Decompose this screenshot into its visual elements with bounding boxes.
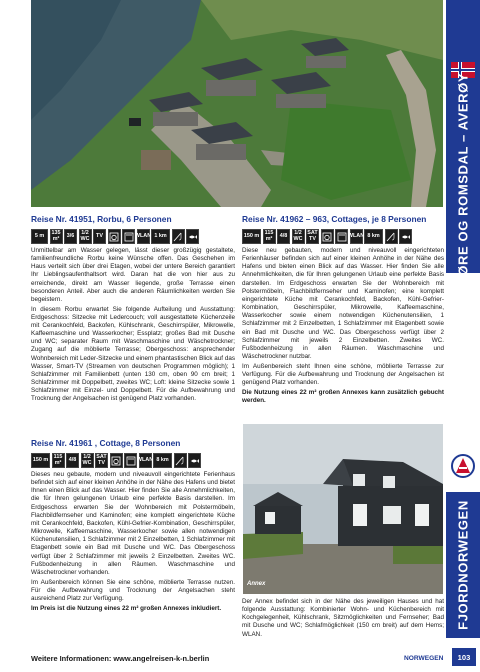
distance-water-icon: 150 m [242,229,261,244]
annex-note: Die Nutzung eines 22 m² großen Annexes kann zusätzlich gebucht werden. [242,388,444,404]
region-sidebar [446,0,480,672]
aerial-photo-rorbu [31,0,443,207]
listing-title: Reise Nr. 41962 – 963, Cottages, je 8 Personen [242,214,427,224]
region-band-bottom [446,492,480,638]
paragraph: Unmittelbar am Wasser gelegen, lässt dieser großzügig gestaltete, familienfreundliche Rorbu keine Wünsche offen. Das Geschehen im Haus verteilt sich über drei Etagen, wobei der untere Bereich garantiert Ihr Lieblingsaufenthaltsort wird. Daran hat die von hier aus zu erreichende, direkt am Wasser liegende, große Terrasse einen besonderen Anteil. Aber auch die anderen Räumlichkeiten werden Sie begeistern. [31,247,235,303]
amenity-icons [242,229,412,244]
washer-icon [321,229,334,244]
bathrooms-icon: 1/2 WC [79,229,92,244]
washer-icon [110,453,123,468]
fish-cleaning-icon [186,229,199,244]
listing-description [31,247,235,405]
wifi-icon: WLAN [350,229,363,244]
bedrooms-icon: 3/6 [64,229,77,244]
area-icon: 135 m² [50,229,63,244]
fish-cleaning-icon [188,453,201,468]
dishwasher-icon [122,229,135,244]
region-title-bottom: FJORDNORWEGEN [455,500,471,630]
paragraph: Im Außenbereich können Sie eine schöne, möblierte Terrasse nutzen. Für die Aufbewahrung und Trocknung der Angelsachen steht ausreichend Platz zur Verfügung. [31,578,235,602]
paragraph: Im Außenbereich steht Ihnen eine schöne, möblierte Terrasse zur Verfügung. Für die Aufbewahrung und Trocknung der Angelsachen ist genügend Platz vorhanden. [242,362,444,386]
annex-note: Im Preis ist die Nutzung eines 22 m² großen Annexes inkludiert. [31,604,222,612]
region-title-top: MØRE OG ROMSDAL – AVERØY [455,72,471,288]
dishwasher-icon [335,229,348,244]
area-icon: 115 m² [52,453,65,468]
listing-title: Reise Nr. 41951, Rorbu, 6 Personen [31,214,172,224]
region-band-top [446,0,480,288]
amenity-icons [31,453,201,468]
page-number: 103 [452,648,476,666]
paragraph: Dieses neu gebaute, modern und niveauvoll eingerichtete Ferienhaus befindet sich auf einer kleinen Anhöhe in der Nähe des Hafens und bietet Ihnen einen Blick auf das Wasser. Hier finden Sie alle Annehmlichkeiten, die für Ihren gelungenen Urlaub eine perfekte Basis darstellen. Im Erdgeschoss erwarten Sie der Wohnbereich mit Polstermöbeln, Flachbildfernseher und Kaminofen; eine komplett eingerichtete Küche mit Cerankochfeld, Backofen, Kühl-Gefrier-Kombination, Geschirrspüler, Mikrowelle, Kaffeemaschine, Wasserkocher sowie allen notwendigen Küchenutensilien, 1 Schlafzimmer mit 2 Einzelbetten, 1 Schlafzimmer mit Etagenbett sowie ein Bad mit Dusche und WC. Das Obergeschoss verfügt über 2 Schlafzimmer mit jeweils 2 Einzelbetten. Zweites WC. Fußbodenheizung in allen Räumen. Waschmaschine und Wäschetrockner vorhanden. [31,471,235,576]
bedrooms-icon: 4/8 [277,229,290,244]
wifi-icon: WLAN [137,229,150,244]
area-icon: 115 m² [263,229,276,244]
bathrooms-icon: 1/2 WC [292,229,305,244]
shop-distance-icon: 1 km [151,229,170,244]
more-info-link[interactable]: Weitere Informationen: www.angelreisen-k-n.berlin [31,654,210,663]
fishing-icon [385,229,398,244]
tv-icon: TV [93,229,106,244]
distance-water-icon: 5 m [31,229,48,244]
listing-description [242,247,444,406]
fish-cleaning-icon [399,229,412,244]
fishing-icon [174,453,187,468]
brand-logo-icon [450,453,476,479]
dishwasher-icon [124,453,137,468]
bedrooms-icon: 4/8 [66,453,79,468]
sat-tv-icon: SAT TV [306,229,319,244]
amenity-icons [31,229,199,244]
cottage-photo [243,424,443,594]
sat-tv-icon: SAT TV [95,453,108,468]
paragraph: In diesem Rorbu erwartet Sie folgende Aufteilung und Ausstattung: Erdgeschoss: Sitzecke mit Ledercouch; voll ausgestattete Küchenzeile mit Cerankochfeld, Backofen, Kühlschrank, Geschirrspüler, Mikrowelle, Kaffeemaschine und Wasserkocher; Essplatz; großes Bad mit Dusche und WC; separater Raum mit Waschmaschine und Wäschetrockner; Zugang auf die möblierte Terrasse; Obergeschoss: ansprechender Wohnbereich mit Leder-Sitzecke und einem phantastischen Blick auf das Wasser, Smart-TV (Streamen von deutschen Programmen möglich); 1 Schlafzimmer mit Familienbett (unten 130 cm, oben 90 cm breit; 1 Schlafzimmer mit Doppelbett, zweites WC; Loft: kleine Sitzecke sowie 1 Schlafzimmer mit Einzel- und Doppelbett. Für die Aufbewahrung und Trocknung der Angelsachen ist genügend Platz vorhanden. [31,305,235,403]
paragraph: Diese neu gebauten, modern und niveauvoll eingerichteten Ferienhäuser befinden sich auf einer kleinen Anhöhe in der Nähe des Hafens und bieten einen Blick auf das Wasser. Hier finden Sie alle Annehmlichkeiten, die für Ihren gelungenen Urlaub eine perfekte Basis darstellen. Im Erdgeschoss erwarten Sie der Wohnbereich mit Polstermöbeln, Flachbildfernseher und Kaminofen; eine komplett eingerichtete Küche mit Cerankochfeld, Backofen, Kühl-Gefrier-Kombination, Geschirrspüler, Mikrowelle, Kaffeemaschine, Wasserkocher sowie einem notwendigen Küchenutensilien, 1 Schlafzimmer mit 2 Einzelbetten, 1 Schlafzimmer mit Etagenbett sowie ein Bad mit Dusche und WC. Das Obergeschoss verfügt über 2 Schlafzimmer mit jeweils 2 Einzelbetten. Zweites WC. Fußbodenheizung in allen Räumen. Waschmaschine und Wäschetrockner nutzbar. [242,247,444,361]
annex-caption: Der Annex befindet sich in der Nähe des jeweiligen Hauses und hat folgende Ausstattung: Kombinierter Wohn- und Küchenbereich mit Kochgelegenheit, Kühlschrank, Sitzmöglichkeiten und Fernseher; Bad mit Dusche und WC; Schlafmöglichkeit (150 cm breit) auf dem Hems; WLAN. [242,598,444,638]
fishing-icon [172,229,185,244]
washer-icon [108,229,121,244]
shop-distance-icon: 8 km [364,229,383,244]
footer-section: NORWEGEN [404,655,444,662]
listing-title: Reise Nr. 41961 , Cottage, 8 Personen [31,438,181,448]
distance-water-icon: 150 m [31,453,50,468]
listing-description [31,471,235,614]
shop-distance-icon: 8 km [153,453,172,468]
annex-label: Annex [247,581,266,587]
bathrooms-icon: 1/2 WC [81,453,94,468]
wifi-icon: WLAN [139,453,152,468]
